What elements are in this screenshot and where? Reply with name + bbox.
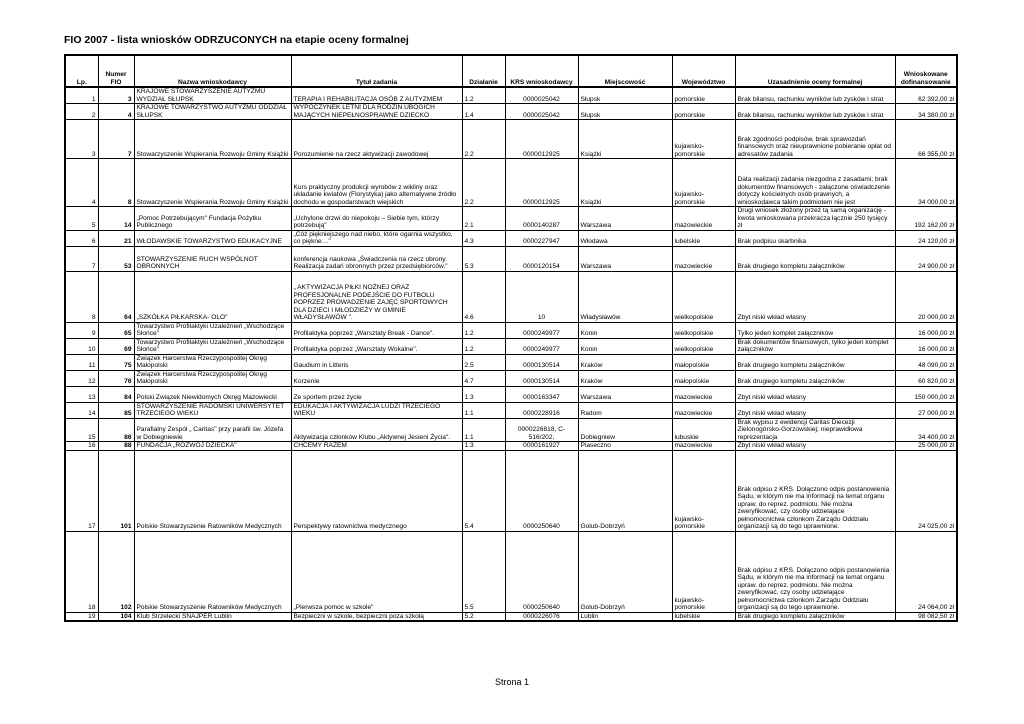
cell-task: Aktywizacja członków Klubu „Aktywnej Jesieni Życia". (291, 418, 462, 442)
cell-lp: 9 (65, 322, 98, 338)
cell-krs: 0000228916 (505, 402, 578, 418)
cell-action: 2.2 (462, 120, 505, 159)
cell-reason: Zbyt niski wkład własny (735, 442, 895, 451)
header-row (65, 55, 957, 87)
cell-lp: 6 (65, 230, 98, 246)
cell-amount: 24 064,00 zł (895, 531, 957, 612)
cell-action: 2.1 (462, 207, 505, 231)
cell-task: „Cóż piękniejszego nad niebo, które ogarnia wszystko, co piękne…" (291, 230, 462, 246)
cell-action: 4.3 (462, 230, 505, 246)
cell-action: 1.4 (462, 104, 505, 120)
cell-task: Profilaktyka poprzez „Warsztaty Wokalne". (291, 338, 462, 354)
cell-fio: 4 (98, 104, 134, 120)
cell-region: kujawsko-pomorskie (672, 531, 735, 612)
cell-lp: 12 (65, 370, 98, 386)
cell-task: CHCEMY RAZEM (291, 442, 462, 451)
cell-krs: 0000130514 (505, 370, 578, 386)
cell-amount: 66 355,00 zł (895, 120, 957, 159)
cell-fio: 65 (98, 322, 134, 338)
cell-fio: 85 (98, 402, 134, 418)
col-header-amount: Wnioskowane dofinansowanie (895, 55, 957, 87)
cell-action: 5.3 (462, 246, 505, 271)
cell-city: Piaseczno (578, 442, 672, 451)
cell-amount: 34 000,00 zł (895, 159, 957, 207)
table-row (65, 612, 957, 621)
cell-city: Słupsk (578, 87, 672, 104)
table-row (65, 402, 957, 418)
page-title: FIO 2007 - lista wniosków ODRZUCONYCH na etapie oceny formalnej (64, 34, 409, 46)
cell-krs: 0000249977 (505, 322, 578, 338)
cell-region: mazowieckie (672, 207, 735, 231)
cell-reason: Brak wypisu z ewidencji Caritas Diecezji Zielonogórsko-Gorzowskiej; nieprawidłowa reprezentacja (735, 418, 895, 442)
table-row (65, 322, 957, 338)
cell-reason: Tylko jeden komplet załączników (735, 322, 895, 338)
cell-fio: 64 (98, 271, 134, 322)
cell-name: Związek Harcerstwa Rzeczypospolitej Okręg Małopolski (134, 354, 291, 370)
cell-action: 4.7 (462, 370, 505, 386)
table-row (65, 370, 957, 386)
cell-reason: Brak odpisu z KRS. Dołączono odpis postanowienia Sądu, w którym nie ma informacji na temat organu upraw. do reprez. podmiotu. Nie można zweryfikować, czy osoby udzielające pełnomocnictwa członkom Zarządu Oddziału organizacji są do tego uprawnione. (735, 531, 895, 612)
table-row (65, 442, 957, 451)
cell-lp: 11 (65, 354, 98, 370)
cell-amount: 16 000,00 zł (895, 338, 957, 354)
cell-reason: Zbyt niski wkład własny (735, 271, 895, 322)
cell-amount: 62 392,00 zł (895, 87, 957, 104)
cell-task: „Uchylone drzwi do niepokoju – Siebie tym, którzy potrzebują" (291, 207, 462, 231)
table-row (65, 104, 957, 120)
cell-task: „Pierwsza pomoc w szkole" (291, 531, 462, 612)
page-number: Strona 1 (494, 677, 530, 687)
table-row (65, 271, 957, 322)
cell-name: FUNDACJA „ROZWÓJ DZIECKA" (134, 442, 291, 451)
cell-action: 1.2 (462, 322, 505, 338)
cell-city: Władysławów (578, 271, 672, 322)
col-header-region: Województwo (672, 55, 735, 87)
cell-amount: 16 000,00 zł (895, 322, 957, 338)
cell-krs: 0000227947 (505, 230, 578, 246)
cell-krs: 0000012925 (505, 159, 578, 207)
cell-action: 1.2 (462, 338, 505, 354)
cell-name: „Pomoc Potrzebującym" Fundacja Pożytku Publicznego (134, 207, 291, 231)
cell-krs: 0000130514 (505, 354, 578, 370)
cell-krs: 0000250640 (505, 531, 578, 612)
table-row (65, 418, 957, 442)
cell-lp: 19 (65, 612, 98, 621)
table-row (65, 120, 957, 159)
cell-amount: 48 090,00 zł (895, 354, 957, 370)
cell-krs: 0000025042 (505, 87, 578, 104)
cell-reason: Data realizacji zadania niezgodna z zasadami; brak dokumentów finansowych - załączone oświadczenie dotyczy kościelnych osób prawnych, a wnioskodawca takim podmiotem nie jest (735, 159, 895, 207)
table-row (65, 354, 957, 370)
cell-region: mazowieckie (672, 386, 735, 402)
cell-krs: 0000025042 (505, 104, 578, 120)
cell-region: lubelskie (672, 612, 735, 621)
col-header-city: Miejscowość (578, 55, 672, 87)
cell-amount: 192 162,00 zł (895, 207, 957, 231)
cell-amount: 60 820,00 zł (895, 370, 957, 386)
cell-name: Związek Harcerstwa Rzeczypospolitej Okręg Małopolski (134, 370, 291, 386)
cell-city: Konin (578, 322, 672, 338)
cell-lp: 8 (65, 271, 98, 322)
cell-city: Lublin (578, 612, 672, 621)
cell-amount: 27 000,00 zł (895, 402, 957, 418)
cell-region: kujawsko-pomorskie (672, 159, 735, 207)
cell-krs: 0000140287 (505, 207, 578, 231)
cell-reason: Zbyt niski wkład własny (735, 386, 895, 402)
cell-region: pomorskie (672, 104, 735, 120)
cell-action: 1.1 (462, 402, 505, 418)
cell-city: Kraków (578, 354, 672, 370)
cell-fio: 84 (98, 386, 134, 402)
cell-action: 1.3 (462, 442, 505, 451)
cell-task: „ AKTYWIZACJA PIŁKI NOŻNEJ ORAZ PROFESJONALNE PODEJŚCIE DO FUTBOLU POPRZEZ PROWADZENIE ZAJĘĆ SPORTOWYCH DLA DZIECI I MŁODZIEŻY W GMINIE WŁADYSŁAWÓW ". (291, 271, 462, 322)
cell-krs: 0000120154 (505, 246, 578, 271)
cell-lp: 14 (65, 402, 98, 418)
cell-region: mazowieckie (672, 442, 735, 451)
cell-lp: 5 (65, 207, 98, 231)
cell-city: Kraków (578, 370, 672, 386)
cell-name: Stowarzyszenie Wspierania Rozwoju Gminy Książki (134, 159, 291, 207)
cell-city: Golub-Dobrzyń (578, 450, 672, 531)
cell-fio: 75 (98, 354, 134, 370)
cell-city: Książki (578, 159, 672, 207)
cell-name: Towarzystwo Profilaktyki Uzależnień „Wschodzące Słońce" (134, 338, 291, 354)
cell-lp: 10 (65, 338, 98, 354)
cell-amount: 34 380,00 zł (895, 104, 957, 120)
cell-lp: 17 (65, 450, 98, 531)
cell-fio: 21 (98, 230, 134, 246)
col-header-task: Tytuł zadania (291, 55, 462, 87)
cell-krs: 0000012925 (505, 120, 578, 159)
cell-region: pomorskie (672, 87, 735, 104)
cell-reason: Brak bilansu, rachunku wyników lub zysków i strat (735, 104, 895, 120)
cell-city: Włodawa (578, 230, 672, 246)
col-header-reason: Uzasadnienie oceny formalnej (735, 55, 895, 87)
cell-task: Gaudium in Litteris (291, 354, 462, 370)
cell-reason: Brak drugiego kompletu załączników (735, 612, 895, 621)
cell-region: lubuskie (672, 418, 735, 442)
cell-lp: 2 (65, 104, 98, 120)
table-row (65, 87, 957, 104)
cell-krs: 0000161927 (505, 442, 578, 451)
cell-fio: 101 (98, 450, 134, 531)
rejected-applications-table (64, 54, 958, 622)
table-row (65, 531, 957, 612)
cell-task: EDUKACJA I AKTYWIZACJA LUDZI TRZECIEGO WIEKU (291, 402, 462, 418)
cell-amount: 24 025,00 zł (895, 450, 957, 531)
cell-reason: Brak drugiego kompletu załączników (735, 354, 895, 370)
cell-amount: 25 000,00 zł (895, 442, 957, 451)
cell-action: 2.5 (462, 354, 505, 370)
cell-task: Ze sportem przez życie (291, 386, 462, 402)
cell-city: Słupsk (578, 104, 672, 120)
cell-reason: Brak podpisu skarbnika (735, 230, 895, 246)
cell-fio: 14 (98, 207, 134, 231)
cell-fio: 8 (98, 159, 134, 207)
cell-name: STOWARZYSZENIE RADOMSKI UNIWERSYTET TRZECIEGO WIEKU (134, 402, 291, 418)
cell-city: Warszawa (578, 246, 672, 271)
cell-task: TERAPIA I REHABILITACJA OSÓB Z AUTYZMEM (291, 87, 462, 104)
cell-name: Polskie Stowarzyszenie Ratowników Medycznych (134, 531, 291, 612)
cell-lp: 7 (65, 246, 98, 271)
cell-name: KRAJOWE TOWARZYSTWO AUTYZMU ODDZIAŁ SŁUPSK (134, 104, 291, 120)
cell-lp: 18 (65, 531, 98, 612)
table-row (65, 386, 957, 402)
cell-reason: Brak zgodności podpisów, brak sprawozdań finansowych oraz nieuprawnione pobieranie opłat od adresatów zadania (735, 120, 895, 159)
cell-city: Książki (578, 120, 672, 159)
cell-action: 1.2 (462, 87, 505, 104)
cell-task: konferencja naukowa „Świadczenia na rzecz obrony. Realizacja zadań obronnych przez przedsiębiorców." (291, 246, 462, 271)
col-header-krs: KRS wnioskodawcy (505, 55, 578, 87)
col-header-fio: Numer FIO (98, 55, 134, 87)
table-row (65, 246, 957, 271)
cell-action: 4.6 (462, 271, 505, 322)
cell-reason: Zbyt niski wkład własny (735, 402, 895, 418)
table-row (65, 230, 957, 246)
cell-fio: 76 (98, 370, 134, 386)
cell-region: lubelskie (672, 230, 735, 246)
cell-task: Korzenie (291, 370, 462, 386)
cell-task: Kurs praktyczny produkcji wyrobów z wikliny oraz układanie kwiatów (Florystyka) jako alternatywne źródło dochodu w gospodarstwach wiejskich (291, 159, 462, 207)
cell-task: WYPOCZYNEK LETNI DLA RODZIN UBOGICH MAJĄCYCH NIEPEŁNOSPRAWNE DZIECKO (291, 104, 462, 120)
cell-action: 5.2 (462, 612, 505, 621)
cell-krs: 0000163347 (505, 386, 578, 402)
cell-city: Radom (578, 402, 672, 418)
cell-action: 1.3 (462, 386, 505, 402)
cell-amount: 24 900,00 zł (895, 246, 957, 271)
cell-region: wielkopolskie (672, 322, 735, 338)
cell-reason: Brak dokumentów finansowych, tylko jeden komplet załączników (735, 338, 895, 354)
cell-reason: Drugi wniosek złożony przez tą samą organizację - kwota wnioskowana przekracza łącznie 250 tysięcy zł (735, 207, 895, 231)
cell-city: Golub-Dobrzyń (578, 531, 672, 612)
table-row (65, 338, 957, 354)
cell-lp: 3 (65, 120, 98, 159)
cell-name: Polskie Stowarzyszenie Ratowników Medycznych (134, 450, 291, 531)
cell-name: Stowarzyszenie Wspierania Rozwoju Gminy Książki (134, 120, 291, 159)
cell-name: Klub Strzelecki SNAJPER Lublin (134, 612, 291, 621)
cell-amount: 20 000,00 zł (895, 271, 957, 322)
cell-region: mazowieckie (672, 246, 735, 271)
cell-city: Dobiegniew (578, 418, 672, 442)
cell-region: wielkopolskie (672, 338, 735, 354)
cell-amount: 98 082,50 zł (895, 612, 957, 621)
cell-region: kujawsko-pomorskie (672, 120, 735, 159)
cell-name: „SZKÓŁKA PIŁKARSKA- OLO" (134, 271, 291, 322)
cell-reason: Brak bilansu, rachunku wyników lub zysków i strat (735, 87, 895, 104)
cell-amount: 34 400,00 zł (895, 418, 957, 442)
cell-krs: 0000226818, C-516/202, (505, 418, 578, 442)
cell-city: Warszawa (578, 207, 672, 231)
cell-name: WŁODAWSKIE TOWARZYSTWO EDUKACYJNE (134, 230, 291, 246)
cell-reason: Brak drugiego kompletu załączników (735, 370, 895, 386)
cell-region: małopolskie (672, 370, 735, 386)
cell-name: KRAJOWE STOWARZYSZENIE AUTYZMU WYDZIAŁ SŁUPSK (134, 87, 291, 104)
cell-fio: 3 (98, 87, 134, 104)
cell-name: Towarzystwo Profilaktyki Uzależnień „Wschodzące Słońce" (134, 322, 291, 338)
cell-region: mazowieckie (672, 402, 735, 418)
cell-task: Profilaktyka poprzez „Warsztaty Break - Dance". (291, 322, 462, 338)
cell-reason: Brak odpisu z KRS. Dołączono odpis postanowienia Sądu, w którym nie ma informacji na temat organu upraw. do reprez. podmiotu. Nie można zweryfikować, czy osoby udzielające pełnomocnictwa członkom Zarządu Oddziału organizacji są do tego uprawnione. (735, 450, 895, 531)
cell-amount: 24 120,00 zł (895, 230, 957, 246)
cell-fio: 69 (98, 338, 134, 354)
cell-krs: 10 (505, 271, 578, 322)
cell-fio: 53 (98, 246, 134, 271)
cell-action: 1.1 (462, 418, 505, 442)
cell-fio: 86 (98, 418, 134, 442)
cell-region: małopolskie (672, 354, 735, 370)
cell-task: Bezpieczni w szkole, bezpieczni poza szkołą (291, 612, 462, 621)
cell-city: Konin (578, 338, 672, 354)
cell-lp: 1 (65, 87, 98, 104)
cell-name: Polski Związek Niewidomych Okręg Mazowiecki (134, 386, 291, 402)
cell-task: Perspektywy ratownictwa medycznego (291, 450, 462, 531)
cell-region: kujawsko-pomorskie (672, 450, 735, 531)
table-row (65, 450, 957, 531)
cell-lp: 13 (65, 386, 98, 402)
cell-krs: 0000250640 (505, 450, 578, 531)
cell-fio: 88 (98, 442, 134, 451)
cell-city: Warszawa (578, 386, 672, 402)
cell-reason: Brak drugiego kompletu załączników (735, 246, 895, 271)
cell-amount: 150 000,00 zł (895, 386, 957, 402)
cell-lp: 4 (65, 159, 98, 207)
table-row (65, 207, 957, 231)
cell-name: STOWARZYSZENIE RUCH WSPÓLNOT OBRONNYCH (134, 246, 291, 271)
table-row (65, 159, 957, 207)
cell-krs: 0000226076 (505, 612, 578, 621)
cell-action: 5.5 (462, 531, 505, 612)
cell-action: 2.2 (462, 159, 505, 207)
cell-task: Porozumienie na rzecz aktywizacji zawodowej (291, 120, 462, 159)
cell-fio: 7 (98, 120, 134, 159)
cell-region: wielkopolskie (672, 271, 735, 322)
cell-lp: 15 (65, 418, 98, 442)
col-header-lp: Lp. (65, 55, 98, 87)
cell-lp: 16 (65, 442, 98, 451)
cell-name: Parafialny Zespół „ Caritas" przy parafii św. Józefa w Dobiegniewie (134, 418, 291, 442)
cell-fio: 102 (98, 531, 134, 612)
col-header-action: Działanie (462, 55, 505, 87)
col-header-name: Nazwa wnioskodawcy (134, 55, 291, 87)
cell-action: 5.4 (462, 450, 505, 531)
cell-fio: 104 (98, 612, 134, 621)
cell-krs: 0000249977 (505, 338, 578, 354)
